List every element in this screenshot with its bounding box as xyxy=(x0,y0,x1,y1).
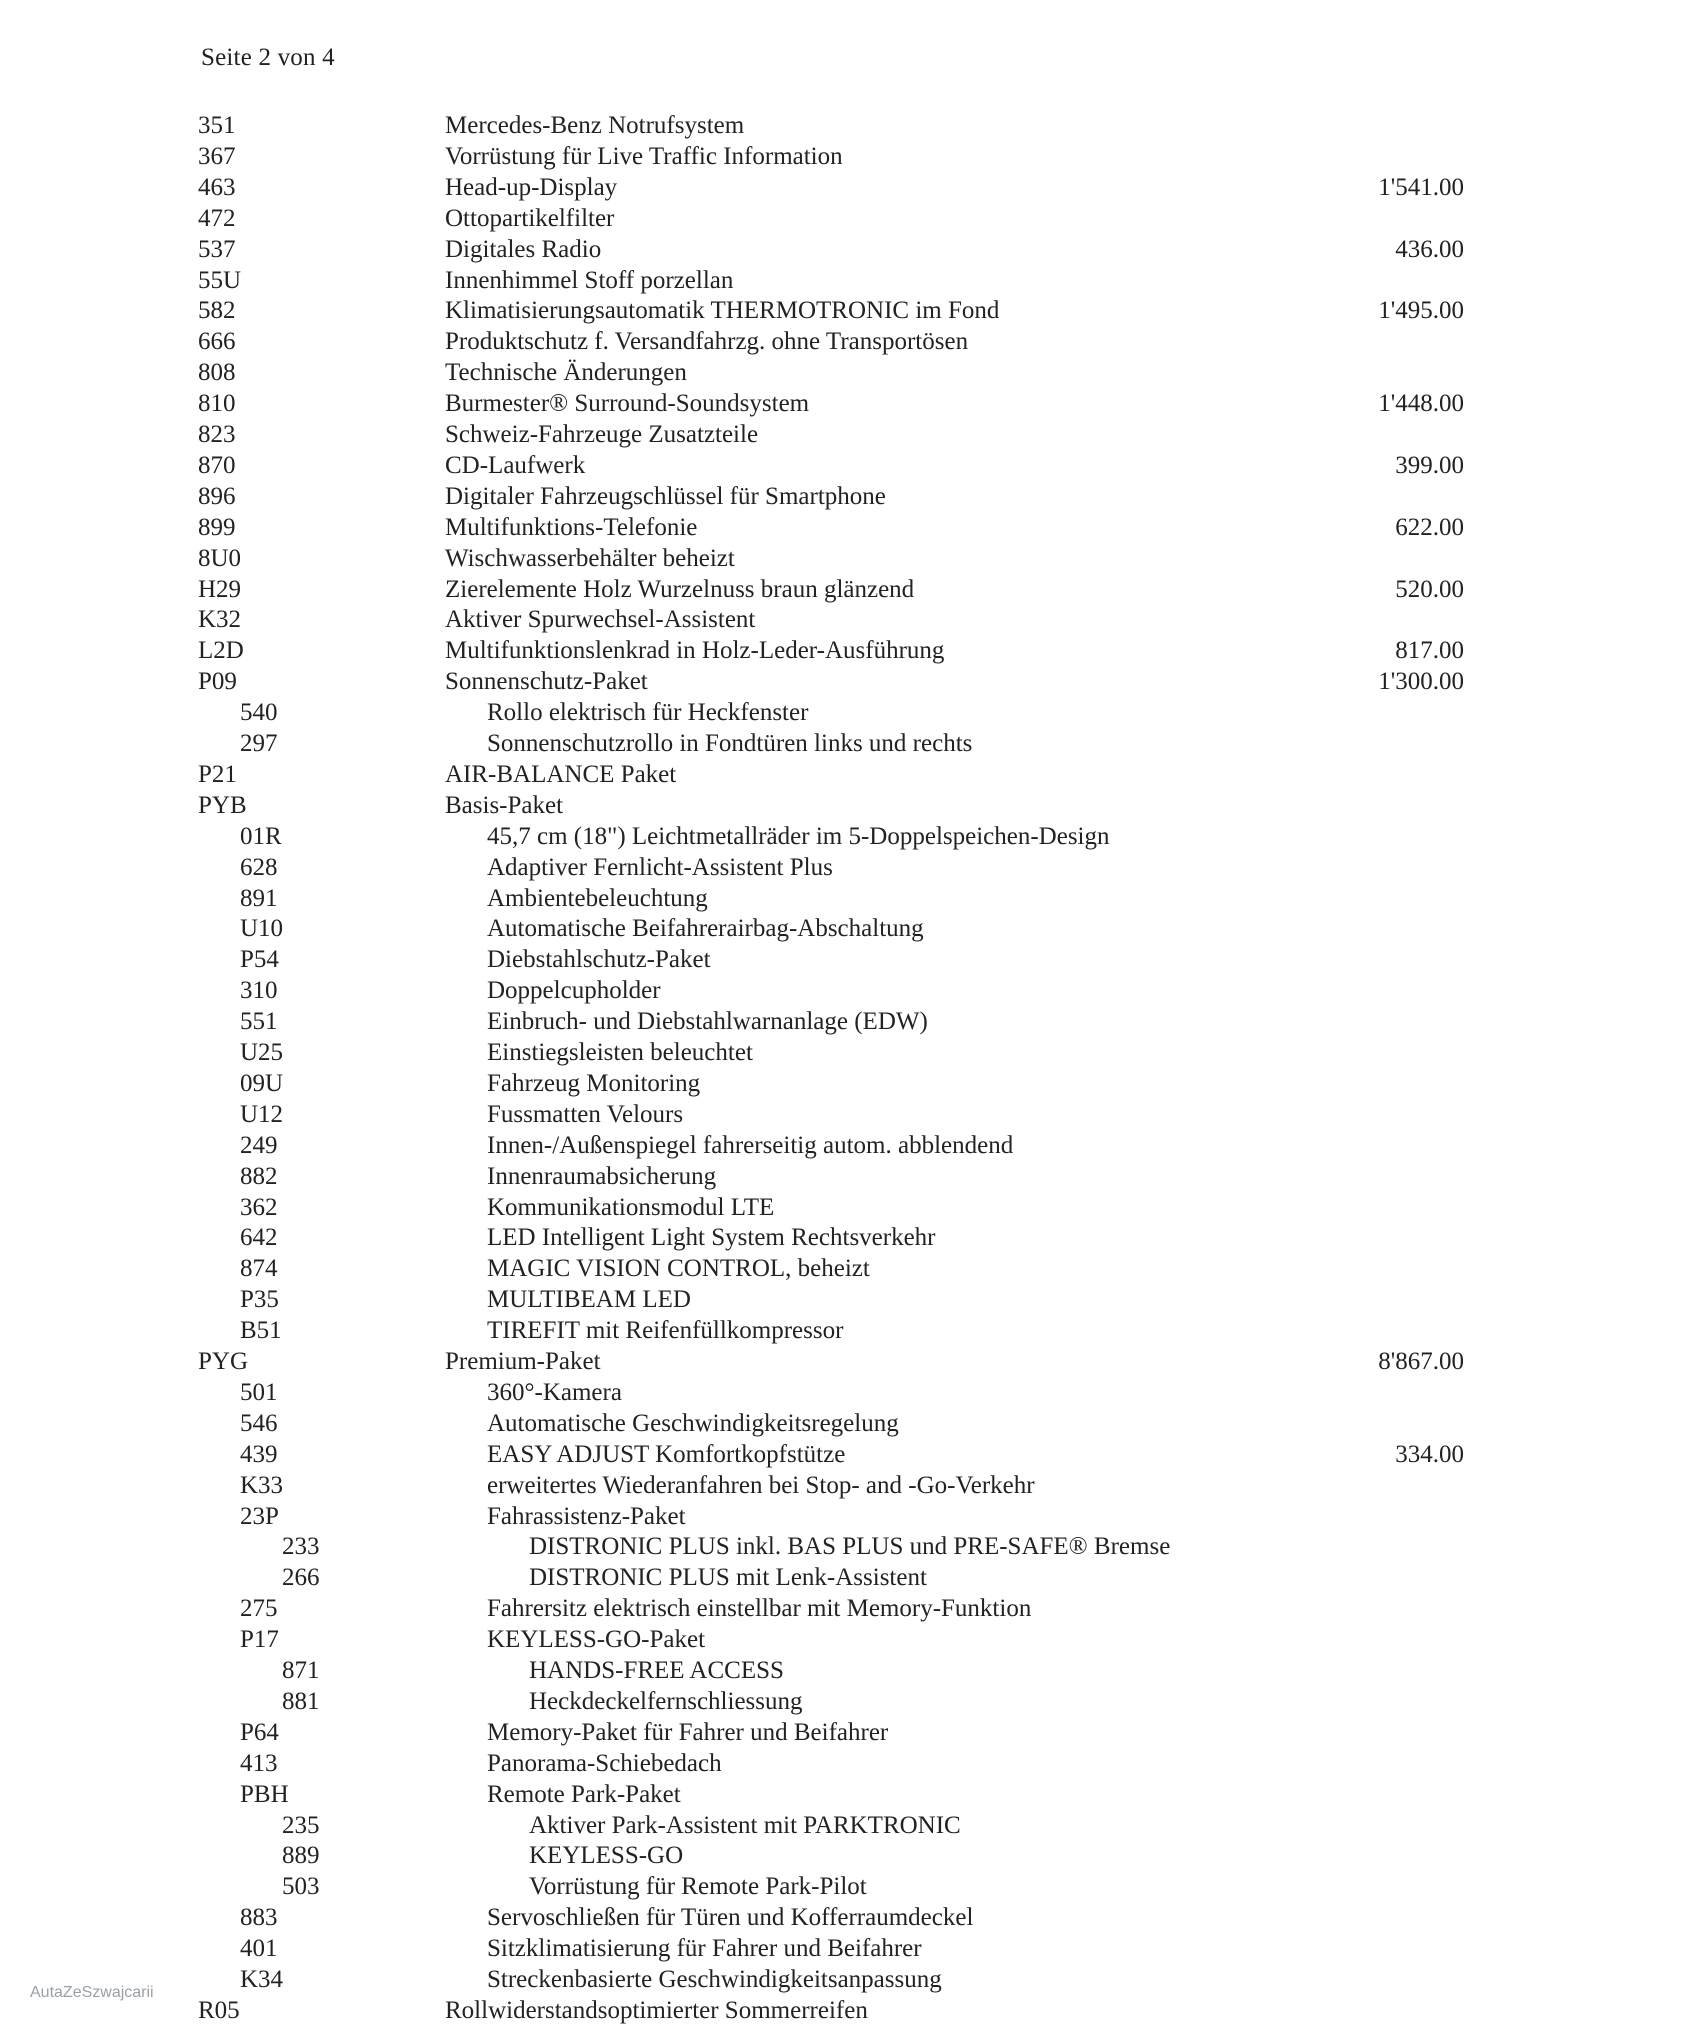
option-code: 551 xyxy=(240,1008,278,1036)
option-code: 463 xyxy=(198,173,236,201)
option-code: 310 xyxy=(240,977,278,1005)
equipment-row xyxy=(0,790,1692,821)
equipment-row xyxy=(0,1130,1692,1161)
equipment-row xyxy=(0,604,1692,635)
option-price: 1'448.00 xyxy=(1378,390,1464,418)
option-code: 503 xyxy=(282,1873,320,1901)
equipment-row xyxy=(0,759,1692,790)
option-description: Aktiver Park-Assistent mit PARKTRONIC xyxy=(529,1811,961,1839)
option-code: H29 xyxy=(198,575,242,603)
option-code: 413 xyxy=(240,1749,278,1777)
option-code: P17 xyxy=(240,1626,279,1654)
option-price: 436.00 xyxy=(1395,235,1464,263)
option-code: 472 xyxy=(198,204,236,232)
option-code: 823 xyxy=(198,421,236,448)
option-price: 334.00 xyxy=(1395,1440,1464,1468)
equipment-row xyxy=(0,1315,1692,1346)
equipment-row xyxy=(0,1222,1692,1253)
option-description: 360°-Kamera xyxy=(487,1378,622,1406)
equipment-row xyxy=(0,1655,1692,1686)
option-code: 540 xyxy=(240,699,278,727)
equipment-row xyxy=(0,1501,1692,1532)
option-code: 401 xyxy=(240,1935,278,1963)
option-description: erweitertes Wiederanfahren bei Stop- and -Go-Verkehr xyxy=(487,1471,1035,1499)
option-description: Digitaler Fahrzeugschlüssel für Smartphone xyxy=(445,482,886,510)
option-description: DISTRONIC PLUS mit Lenk-Assistent xyxy=(529,1564,927,1592)
equipment-row xyxy=(0,1408,1692,1439)
option-description: LED Intelligent Light System Rechtsverkehr xyxy=(487,1224,936,1252)
option-code: PBH xyxy=(240,1780,289,1808)
option-description: Adaptiver Fernlicht-Assistent Plus xyxy=(487,853,833,881)
equipment-row xyxy=(0,1377,1692,1408)
option-description: 45,7 cm (18") Leichtmetallräder im 5-Doppelspeichen-Design xyxy=(487,822,1110,850)
option-description: Heckdeckelfernschliessung xyxy=(529,1687,803,1715)
equipment-row xyxy=(0,326,1692,357)
option-description: Fussmatten Velours xyxy=(487,1100,684,1128)
option-description: Memory-Paket für Fahrer und Beifahrer xyxy=(487,1718,889,1746)
equipment-row xyxy=(0,1470,1692,1501)
option-code: K34 xyxy=(240,1966,284,1993)
option-code: 249 xyxy=(240,1131,278,1159)
option-price: 1'495.00 xyxy=(1378,297,1464,325)
option-description: Fahrzeug Monitoring xyxy=(487,1069,701,1097)
equipment-row xyxy=(0,141,1692,172)
option-description: Vorrüstung für Live Traffic Information xyxy=(445,142,843,170)
equipment-row xyxy=(0,1840,1692,1871)
equipment-row xyxy=(0,697,1692,728)
option-description: Vorrüstung für Remote Park-Pilot xyxy=(529,1873,867,1901)
option-description: KEYLESS-GO-Paket xyxy=(487,1626,706,1654)
option-code: 8U0 xyxy=(198,544,242,572)
equipment-row xyxy=(0,944,1692,975)
equipment-row xyxy=(0,295,1692,326)
option-code: K32 xyxy=(198,606,242,634)
option-code: 889 xyxy=(282,1842,320,1870)
option-description: Innen-/Außenspiegel fahrerseitig autom. abblendend xyxy=(487,1131,1014,1159)
option-price: 1'300.00 xyxy=(1378,668,1464,696)
option-description: Rollo elektrisch für Heckfenster xyxy=(487,699,809,727)
option-description: Rollwiderstandsoptimierter Sommerreifen xyxy=(445,1996,868,2024)
option-description: Premium-Paket xyxy=(445,1348,601,1375)
option-description: Einstiegsleisten beleuchtet xyxy=(487,1039,753,1066)
option-description: Multifunktionslenkrad in Holz-Leder-Ausführung xyxy=(445,637,945,665)
equipment-row xyxy=(0,821,1692,852)
option-description: Sonnenschutzrollo in Fondtüren links und rechts xyxy=(487,730,973,757)
option-description: Kommunikationsmodul LTE xyxy=(487,1193,775,1221)
option-code: 01R xyxy=(240,822,282,850)
equipment-row xyxy=(0,1686,1692,1717)
option-description: KEYLESS-GO xyxy=(529,1842,684,1870)
option-description: Automatische Beifahrerairbag-Abschaltung xyxy=(487,915,924,943)
option-description: TIREFIT mit Reifenfüllkompressor xyxy=(487,1317,844,1345)
option-description: Automatische Geschwindigkeitsregelung xyxy=(487,1409,899,1437)
option-code: 883 xyxy=(240,1904,278,1932)
option-code: R05 xyxy=(198,1996,240,2024)
option-code: 537 xyxy=(198,235,236,263)
equipment-row xyxy=(0,1284,1692,1315)
option-description: Doppelcupholder xyxy=(487,977,661,1005)
equipment-row xyxy=(0,1593,1692,1624)
option-description: Mercedes-Benz Notrufsystem xyxy=(445,112,745,139)
equipment-row xyxy=(0,1810,1692,1841)
option-description: Panorama-Schiebedach xyxy=(487,1749,722,1777)
option-code: 235 xyxy=(282,1811,320,1839)
option-description: Technische Änderungen xyxy=(445,359,687,387)
option-code: 899 xyxy=(198,513,236,541)
equipment-row xyxy=(0,1902,1692,1933)
option-price: 1'541.00 xyxy=(1378,173,1464,201)
equipment-row xyxy=(0,666,1692,697)
option-code: PYG xyxy=(198,1348,249,1375)
option-code: 362 xyxy=(240,1193,278,1221)
option-code: 275 xyxy=(240,1595,278,1623)
equipment-row xyxy=(0,234,1692,265)
option-description: Servoschließen für Türen und Kofferraumdeckel xyxy=(487,1904,974,1932)
option-code: 501 xyxy=(240,1378,278,1406)
equipment-row xyxy=(0,265,1692,296)
option-code: 871 xyxy=(282,1657,320,1684)
option-description: Klimatisierungsautomatik THERMOTRONIC im Fond xyxy=(445,297,1000,325)
option-description: Wischwasserbehälter beheizt xyxy=(445,544,735,572)
equipment-row xyxy=(0,1439,1692,1470)
page-number-header: Seite 2 von 4 xyxy=(201,44,335,71)
option-code: 23P xyxy=(240,1502,279,1530)
option-code: 891 xyxy=(240,884,278,912)
equipment-row xyxy=(0,574,1692,605)
option-code: 55U xyxy=(198,266,242,294)
option-code: 808 xyxy=(198,359,236,387)
equipment-row xyxy=(0,1871,1692,1902)
option-code: P35 xyxy=(240,1286,279,1314)
equipment-row xyxy=(0,975,1692,1006)
option-description: Innenhimmel Stoff porzellan xyxy=(445,266,734,294)
option-price: 399.00 xyxy=(1395,451,1464,479)
option-price: 817.00 xyxy=(1395,637,1464,665)
option-description: HANDS-FREE ACCESS xyxy=(529,1657,784,1684)
option-code: 666 xyxy=(198,328,236,356)
equipment-row xyxy=(0,1099,1692,1130)
option-code: 881 xyxy=(282,1687,320,1715)
equipment-row xyxy=(0,481,1692,512)
equipment-row xyxy=(0,543,1692,574)
option-code: P21 xyxy=(198,760,237,788)
equipment-row xyxy=(0,1253,1692,1284)
option-code: 09U xyxy=(240,1069,284,1097)
option-description: Zierelemente Holz Wurzelnuss braun glänzend xyxy=(445,575,915,603)
option-code: 870 xyxy=(198,451,236,479)
option-description: Fahrassistenz-Paket xyxy=(487,1502,686,1530)
option-code: L2D xyxy=(198,637,244,665)
option-code: K33 xyxy=(240,1471,284,1499)
equipment-row xyxy=(0,728,1692,759)
equipment-row xyxy=(0,635,1692,666)
option-description: Einbruch- und Diebstahlwarnanlage (EDW) xyxy=(487,1008,928,1036)
option-description: Aktiver Spurwechsel-Assistent xyxy=(445,606,756,634)
equipment-row xyxy=(0,172,1692,203)
option-description: Ottopartikelfilter xyxy=(445,204,615,232)
option-description: EASY ADJUST Komfortkopfstütze xyxy=(487,1440,846,1468)
option-code: PYB xyxy=(198,791,247,819)
equipment-row xyxy=(0,388,1692,419)
option-description: Sonnenschutz-Paket xyxy=(445,668,648,696)
equipment-row xyxy=(0,1624,1692,1655)
option-description: Fahrersitz elektrisch einstellbar mit Memory-Funktion xyxy=(487,1595,1032,1623)
equipment-row xyxy=(0,1562,1692,1593)
option-code: 874 xyxy=(240,1255,278,1283)
option-description: CD-Laufwerk xyxy=(445,451,586,479)
option-code: 439 xyxy=(240,1440,278,1468)
equipment-row xyxy=(0,1192,1692,1223)
option-description: MAGIC VISION CONTROL, beheizt xyxy=(487,1255,870,1283)
equipment-row xyxy=(0,1995,1692,2026)
option-code: 582 xyxy=(198,297,236,325)
equipment-row xyxy=(0,913,1692,944)
option-code: 233 xyxy=(282,1533,320,1561)
option-description: Diebstahlschutz-Paket xyxy=(487,946,711,974)
option-price: 520.00 xyxy=(1395,575,1464,603)
equipment-row xyxy=(0,1933,1692,1964)
option-code: 642 xyxy=(240,1224,278,1252)
equipment-row xyxy=(0,1964,1692,1995)
option-code: U10 xyxy=(240,915,284,943)
equipment-row xyxy=(0,203,1692,234)
equipment-row xyxy=(0,110,1692,141)
equipment-row xyxy=(0,1531,1692,1562)
option-description: Ambientebeleuchtung xyxy=(487,884,708,912)
option-description: MULTIBEAM LED xyxy=(487,1286,691,1314)
option-code: 297 xyxy=(240,730,278,757)
option-price: 8'867.00 xyxy=(1378,1348,1464,1375)
option-description: Sitzklimatisierung für Fahrer und Beifahrer xyxy=(487,1935,922,1963)
option-code: U25 xyxy=(240,1039,284,1066)
equipment-row xyxy=(0,357,1692,388)
equipment-row xyxy=(0,1068,1692,1099)
option-code: B51 xyxy=(240,1317,282,1345)
option-description: Head-up-Display xyxy=(445,173,618,201)
option-code: 351 xyxy=(198,112,236,139)
equipment-row xyxy=(0,1161,1692,1192)
equipment-row xyxy=(0,512,1692,543)
watermark-text: AutaZeSzwajcarii xyxy=(30,1984,154,2001)
option-code: P64 xyxy=(240,1718,279,1746)
option-description: Basis-Paket xyxy=(445,791,564,819)
option-description: DISTRONIC PLUS inkl. BAS PLUS und PRE-SAFE® Bremse xyxy=(529,1533,1171,1561)
equipment-row xyxy=(0,1346,1692,1377)
option-description: Streckenbasierte Geschwindigkeitsanpassung xyxy=(487,1966,942,1993)
equipment-row xyxy=(0,419,1692,450)
option-code: 882 xyxy=(240,1162,278,1190)
equipment-row xyxy=(0,1006,1692,1037)
option-description: AIR-BALANCE Paket xyxy=(445,760,677,788)
option-code: 896 xyxy=(198,482,236,510)
equipment-row xyxy=(0,1717,1692,1748)
option-description: Burmester® Surround-Soundsystem xyxy=(445,390,810,418)
option-code: 810 xyxy=(198,390,236,418)
equipment-row xyxy=(0,1037,1692,1068)
option-description: Innenraumabsicherung xyxy=(487,1162,717,1190)
option-description: Multifunktions-Telefonie xyxy=(445,513,698,541)
option-code: P54 xyxy=(240,946,279,974)
option-code: 367 xyxy=(198,142,236,170)
option-code: 628 xyxy=(240,853,278,881)
option-description: Schweiz-Fahrzeuge Zusatzteile xyxy=(445,421,759,448)
option-code: 546 xyxy=(240,1409,278,1437)
option-description: Produktschutz f. Versandfahrzg. ohne Transportösen xyxy=(445,328,969,356)
option-code: P09 xyxy=(198,668,237,696)
equipment-row xyxy=(0,450,1692,481)
option-description: Remote Park-Paket xyxy=(487,1780,681,1808)
option-price: 622.00 xyxy=(1395,513,1464,541)
equipment-row xyxy=(0,1779,1692,1810)
equipment-row xyxy=(0,1748,1692,1779)
option-description: Digitales Radio xyxy=(445,235,602,263)
option-code: 266 xyxy=(282,1564,320,1592)
option-code: U12 xyxy=(240,1100,284,1128)
equipment-row xyxy=(0,852,1692,883)
equipment-row xyxy=(0,883,1692,914)
